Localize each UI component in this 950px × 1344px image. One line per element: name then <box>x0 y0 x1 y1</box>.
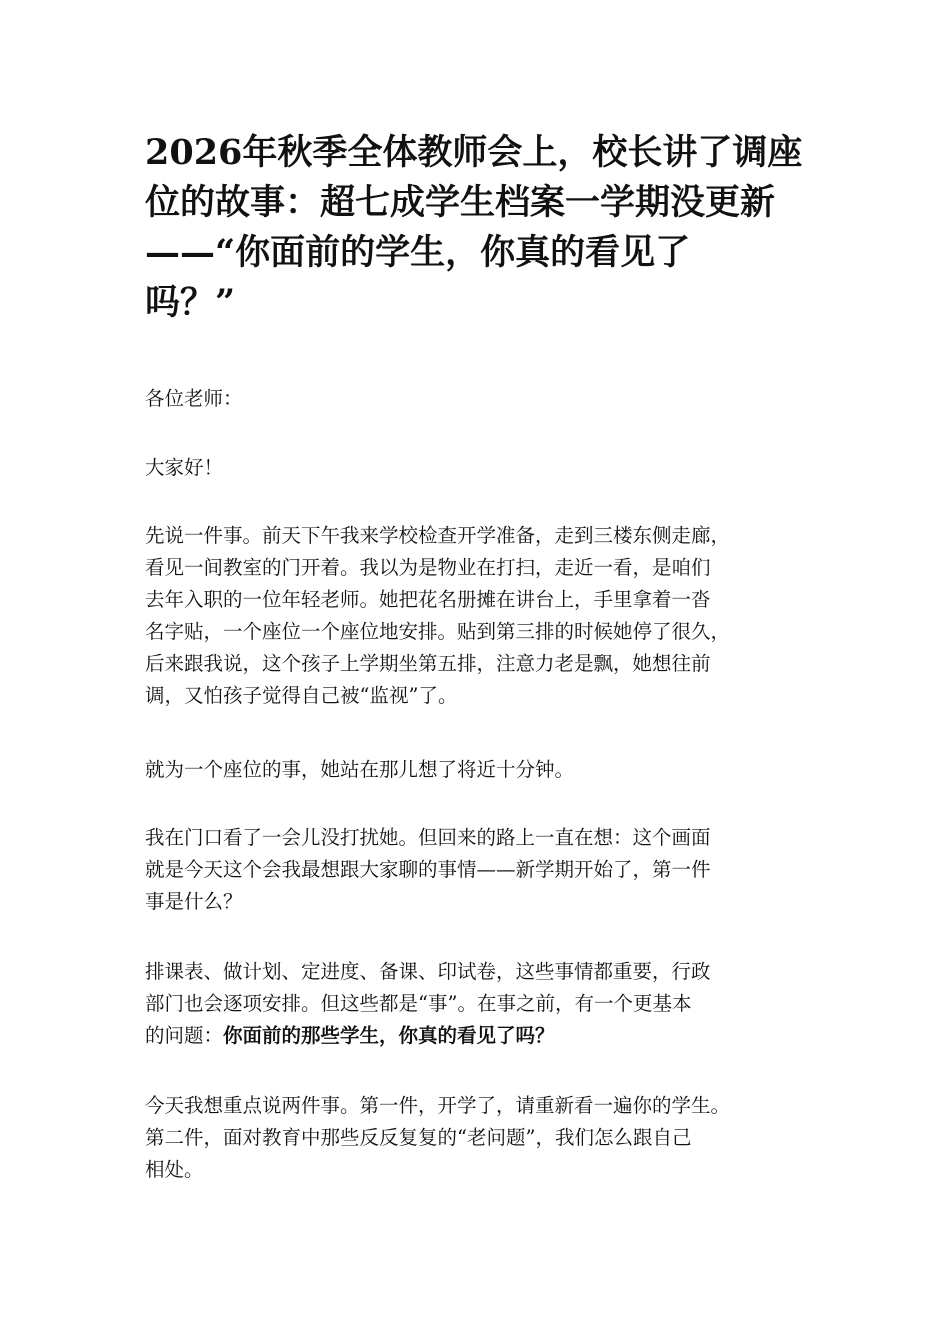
paragraph-line: 看见一间教室的门开着。我以为是物业在打扫，走近一看，是咱们 <box>145 556 711 579</box>
salutation: 各位老师： <box>145 387 243 410</box>
paragraph-line: 排课表、做计划、定进度、备课、印试卷，这些事情都重要，行政 <box>145 960 711 983</box>
paragraph-5 <box>145 1090 810 1186</box>
title-line: ——“你面前的学生，你真的看见了 <box>145 232 691 273</box>
paragraph-line: 后来跟我说，这个孩子上学期坐第五排，注意力老是飘，她想往前 <box>145 652 711 675</box>
title-line: 位的故事：超七成学生档案一学期没更新 <box>145 182 776 223</box>
paragraph-line: 去年入职的一位年轻老师。她把花名册摊在讲台上，手里拿着一沓 <box>145 588 711 611</box>
paragraph-line: 就是今天这个会我最想跟大家聊的事情——新学期开始了，第一件 <box>145 858 711 881</box>
paragraph-3 <box>145 822 810 918</box>
paragraph-1 <box>145 520 810 712</box>
title-line: 2026年秋季全体教师会上，校长讲了调座 <box>145 132 803 173</box>
paragraph-line: 我在门口看了一会儿没打扰她。但回来的路上一直在想：这个画面 <box>145 826 711 849</box>
paragraph-line: 调，又怕孩子觉得自己被“监视”了。 <box>145 684 458 707</box>
paragraph-line: 部门也会逐项安排。但这些都是“事”。在事之前，有一个更基本 <box>145 992 692 1015</box>
paragraph-2: 就为一个座位的事，她站在那儿想了将近十分钟。 <box>145 758 575 781</box>
title-line: 吗？” <box>145 282 236 323</box>
document-page <box>145 128 810 1181</box>
paragraph-line <box>145 1020 810 1052</box>
paragraph-line: 相处。 <box>145 1158 204 1181</box>
greeting: 大家好！ <box>145 456 224 479</box>
question-prefix: 的问题： <box>145 1024 224 1047</box>
paragraph-line: 第二件，面对教育中那些反反复复的“老问题”，我们怎么跟自己 <box>145 1126 692 1149</box>
key-question: 你面前的那些学生，你真的看见了吗？ <box>223 1024 555 1047</box>
paragraph-line: 名字贴，一个座位一个座位地安排。贴到第三排的时候她停了很久， <box>145 620 731 643</box>
paragraph-4 <box>145 956 810 1052</box>
document-title <box>145 128 810 328</box>
paragraph-line: 先说一件事。前天下午我来学校检查开学准备，走到三楼东侧走廊， <box>145 524 731 547</box>
paragraph-line: 今天我想重点说两件事。第一件，开学了，请重新看一遍你的学生。 <box>145 1094 731 1117</box>
paragraph-line: 事是什么？ <box>145 890 243 913</box>
